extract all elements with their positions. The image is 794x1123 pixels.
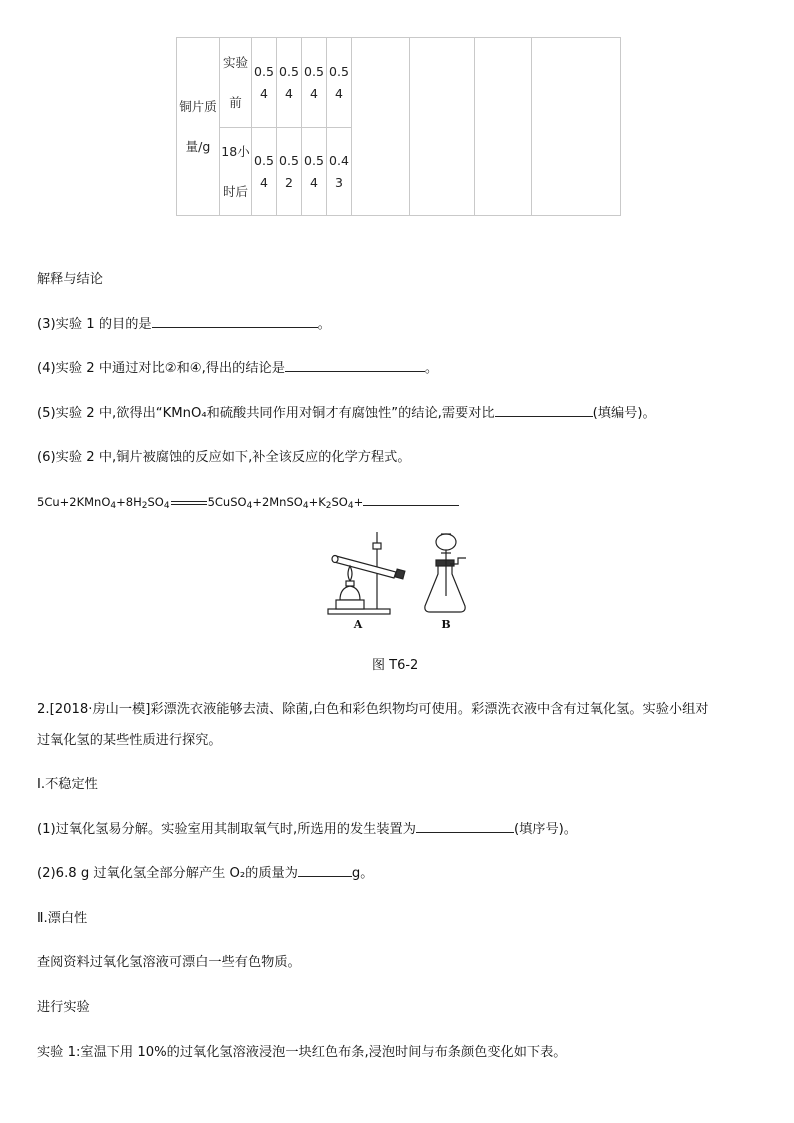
experiment-1: 实验 1:室温下用 10%的过氧化氢溶液浸泡一块红色布条,浸泡时间与布条颜色变化如下表。 [37,1045,567,1060]
p2q2-end: g。 [351,866,374,881]
part-1-title: Ⅰ.不稳定性 [37,777,98,792]
problem-2-line1: 2.[2018·房山一模]彩漂洗衣液能够去渍、除菌,白色和彩色织物均可使用。彩漂洗衣液中含有过氧化氢。实验小组对 [37,702,709,717]
q3-text: (3)实验 1 的目的是 [37,317,152,332]
question-3 [37,313,331,332]
eq-left3: SO [147,495,164,509]
row-header-line1: 铜片质 [179,98,217,114]
experiment-title: 进行实验 [37,1000,90,1015]
p2q1-answer-blank[interactable] [416,818,514,833]
value-bottom: 4 [285,85,293,101]
q4-answer-blank[interactable] [285,357,425,372]
value-bottom: 4 [335,85,343,101]
empty-cell [352,38,410,216]
apparatus-figure [320,526,490,636]
stand-base [328,609,390,614]
eq-equals-sign [171,501,207,505]
value-bottom: 4 [310,85,318,101]
q5-text: (5)实验 2 中,欲得出“KMnO₄和硫酸共同作用对铜才有腐蚀性”的结论,需要对比 [37,406,495,421]
q3-answer-blank[interactable] [152,313,318,328]
consult-info: 查阅资料过氧化氢溶液可漂白一些有色物质。 [37,955,301,970]
q3-end: 。 [317,317,331,332]
value-top: 0.5 [304,152,324,168]
eq-right3: +K [308,495,326,509]
eq-sub: 2 [325,501,332,511]
label-b: B [441,618,451,631]
after-label-line2: 时后 [222,183,248,199]
empty-cell [475,38,532,216]
before-value-1 [252,38,277,128]
eq-right4: SO [331,495,348,509]
value-top: 0.5 [254,152,274,168]
row-header-line2: 量/g [185,138,211,154]
before-label-line1: 实验 [222,54,248,70]
before-value-4 [327,38,352,128]
eq-sub: 4 [347,501,354,511]
part-2-title: Ⅱ.漂白性 [37,911,88,926]
section-title: 解释与结论 [37,272,103,287]
p2q2-answer-blank[interactable] [298,862,352,877]
after-label-cell [220,128,252,216]
value-bottom: 4 [260,85,268,101]
test-tube [334,556,396,578]
label-a: A [353,618,363,631]
after-label-line1: 18小 [221,143,250,159]
eq-sub: 4 [163,501,170,511]
value-bottom: 2 [285,174,293,190]
eq-right2: +2MnSO [252,495,303,509]
eq-sub: 4 [302,501,309,511]
value-bottom: 3 [335,174,343,190]
q4-end: 。 [424,361,439,376]
after-value-1 [252,128,277,216]
value-top: 0.4 [329,152,349,168]
value-top: 0.5 [279,152,299,168]
value-top: 0.5 [329,63,349,79]
value-bottom: 4 [260,174,268,190]
eq-sub: 4 [246,501,253,511]
before-label-cell [220,38,252,128]
question-5 [37,402,656,421]
conical-flask [425,562,465,612]
p2q1-end: (填序号)。 [513,822,577,837]
p2-question-2 [37,862,373,881]
after-value-3 [302,128,327,216]
before-value-3 [302,38,327,128]
funnel [436,534,456,550]
chemical-equation [37,491,459,511]
eq-sub: 2 [141,501,148,511]
value-top: 0.5 [279,63,299,79]
p2q1-text: (1)过氧化氢易分解。实验室用其制取氧气时,所选用的发生装置为 [37,822,416,837]
p2q2-text: (2)6.8 g 过氧化氢全部分解产生 O₂的质量为 [37,866,298,881]
after-value-4 [327,128,352,216]
eq-right5: + [353,495,364,509]
q5-end: (填编号)。 [592,406,656,421]
figure-caption: 图 T6-2 [372,658,419,673]
eq-right: 5CuSO [207,495,247,509]
value-top: 0.5 [304,63,324,79]
empty-cell [410,38,475,216]
alcohol-lamp [340,586,360,600]
after-value-2 [277,128,302,216]
value-bottom: 4 [310,174,318,190]
eq-left: 5Cu+2KMnO [37,495,111,509]
equation-answer-blank[interactable] [363,491,459,506]
q4-text: (4)实验 2 中通过对比②和④,得出的结论是 [37,361,285,376]
before-value-2 [277,38,302,128]
question-6: (6)实验 2 中,铜片被腐蚀的反应如下,补全该反应的化学方程式。 [37,450,411,465]
copper-mass-table [176,37,621,216]
before-label-line2: 前 [229,94,242,110]
empty-cell [532,38,621,216]
problem-2-line2: 过氧化氢的某些性质进行探究。 [37,733,222,748]
value-top: 0.5 [254,63,274,79]
p2-question-1 [37,818,577,837]
row-header-cell [177,38,220,216]
eq-sub: 4 [110,501,117,511]
question-4 [37,357,438,376]
q5-answer-blank[interactable] [495,402,593,417]
eq-left2: +8H [116,495,142,509]
